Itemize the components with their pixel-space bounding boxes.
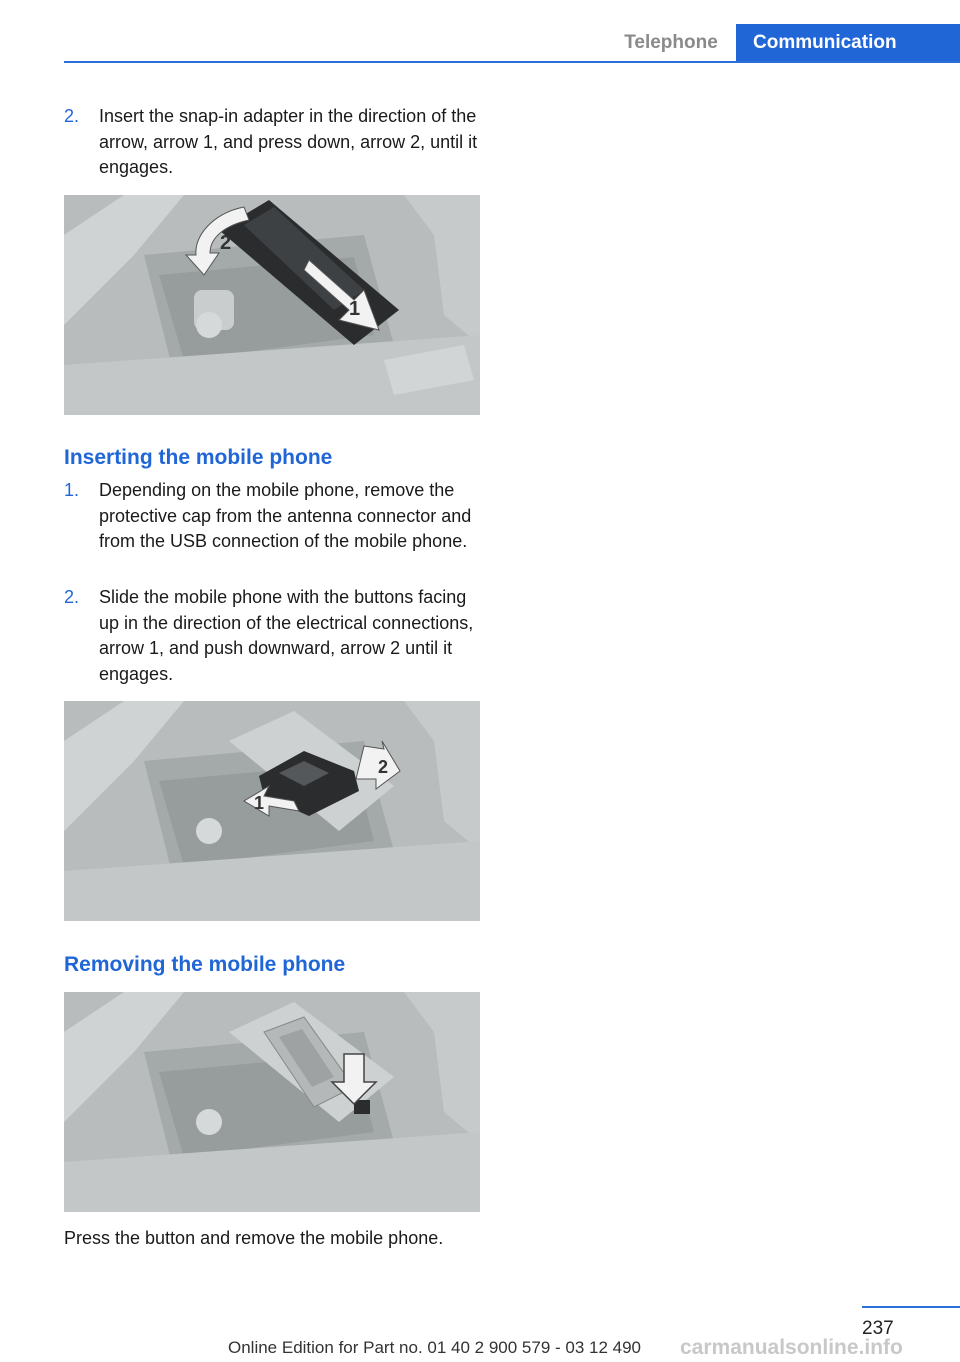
svg-text:2: 2 xyxy=(220,232,232,254)
step-text: Insert the snap-in adapter in the direction of the arrow, arrow 1, and press down, arrow 2, until it engages. xyxy=(99,106,478,177)
svg-text:2: 2 xyxy=(378,757,389,777)
footer-rule xyxy=(862,1306,960,1308)
figure-snap-in-adapter xyxy=(64,195,480,415)
step-text: Slide the mobile phone with the buttons facing up in the direction of the electrical connections, arrow 1, and push downward, arrow 2 until it engages. xyxy=(99,587,474,684)
header-section-tab[interactable] xyxy=(606,24,736,61)
svg-text:1: 1 xyxy=(349,298,361,320)
header-chapter-tab[interactable] xyxy=(736,24,960,61)
figure-removing-phone xyxy=(64,992,480,1212)
figure-inserting-phone xyxy=(64,701,480,921)
header-section-label: Telephone xyxy=(624,31,718,53)
heading-removing-mobile-phone: Removing the mobile phone xyxy=(64,953,346,976)
console-illustration xyxy=(64,992,480,1212)
step-number: 2. xyxy=(64,587,80,607)
watermark: carmanualsonline.info xyxy=(680,1336,903,1359)
heading-inserting-mobile-phone: Inserting the mobile phone xyxy=(64,446,333,469)
remove-instruction: Press the button and remove the mobile phone. xyxy=(64,1228,444,1248)
step-number: 2. xyxy=(64,106,80,126)
step-number: 1. xyxy=(64,480,80,500)
header-rule xyxy=(64,61,960,63)
step-slide-phone xyxy=(64,585,484,689)
console-illustration xyxy=(64,195,480,415)
step-text: Depending on the mobile phone, remove the protective cap from the antenna connector and from the USB connection of the mobile phone. xyxy=(99,480,472,551)
step-insert-adapter xyxy=(64,104,484,182)
header-chapter-label: Communication xyxy=(753,31,897,53)
console-illustration xyxy=(64,701,480,921)
step-remove-cap xyxy=(64,478,484,582)
svg-text:1: 1 xyxy=(254,793,265,813)
page-number: 237 xyxy=(862,1318,894,1339)
edition-note: Online Edition for Part no. 01 40 2 900 579 - 03 12 490 xyxy=(228,1338,642,1357)
